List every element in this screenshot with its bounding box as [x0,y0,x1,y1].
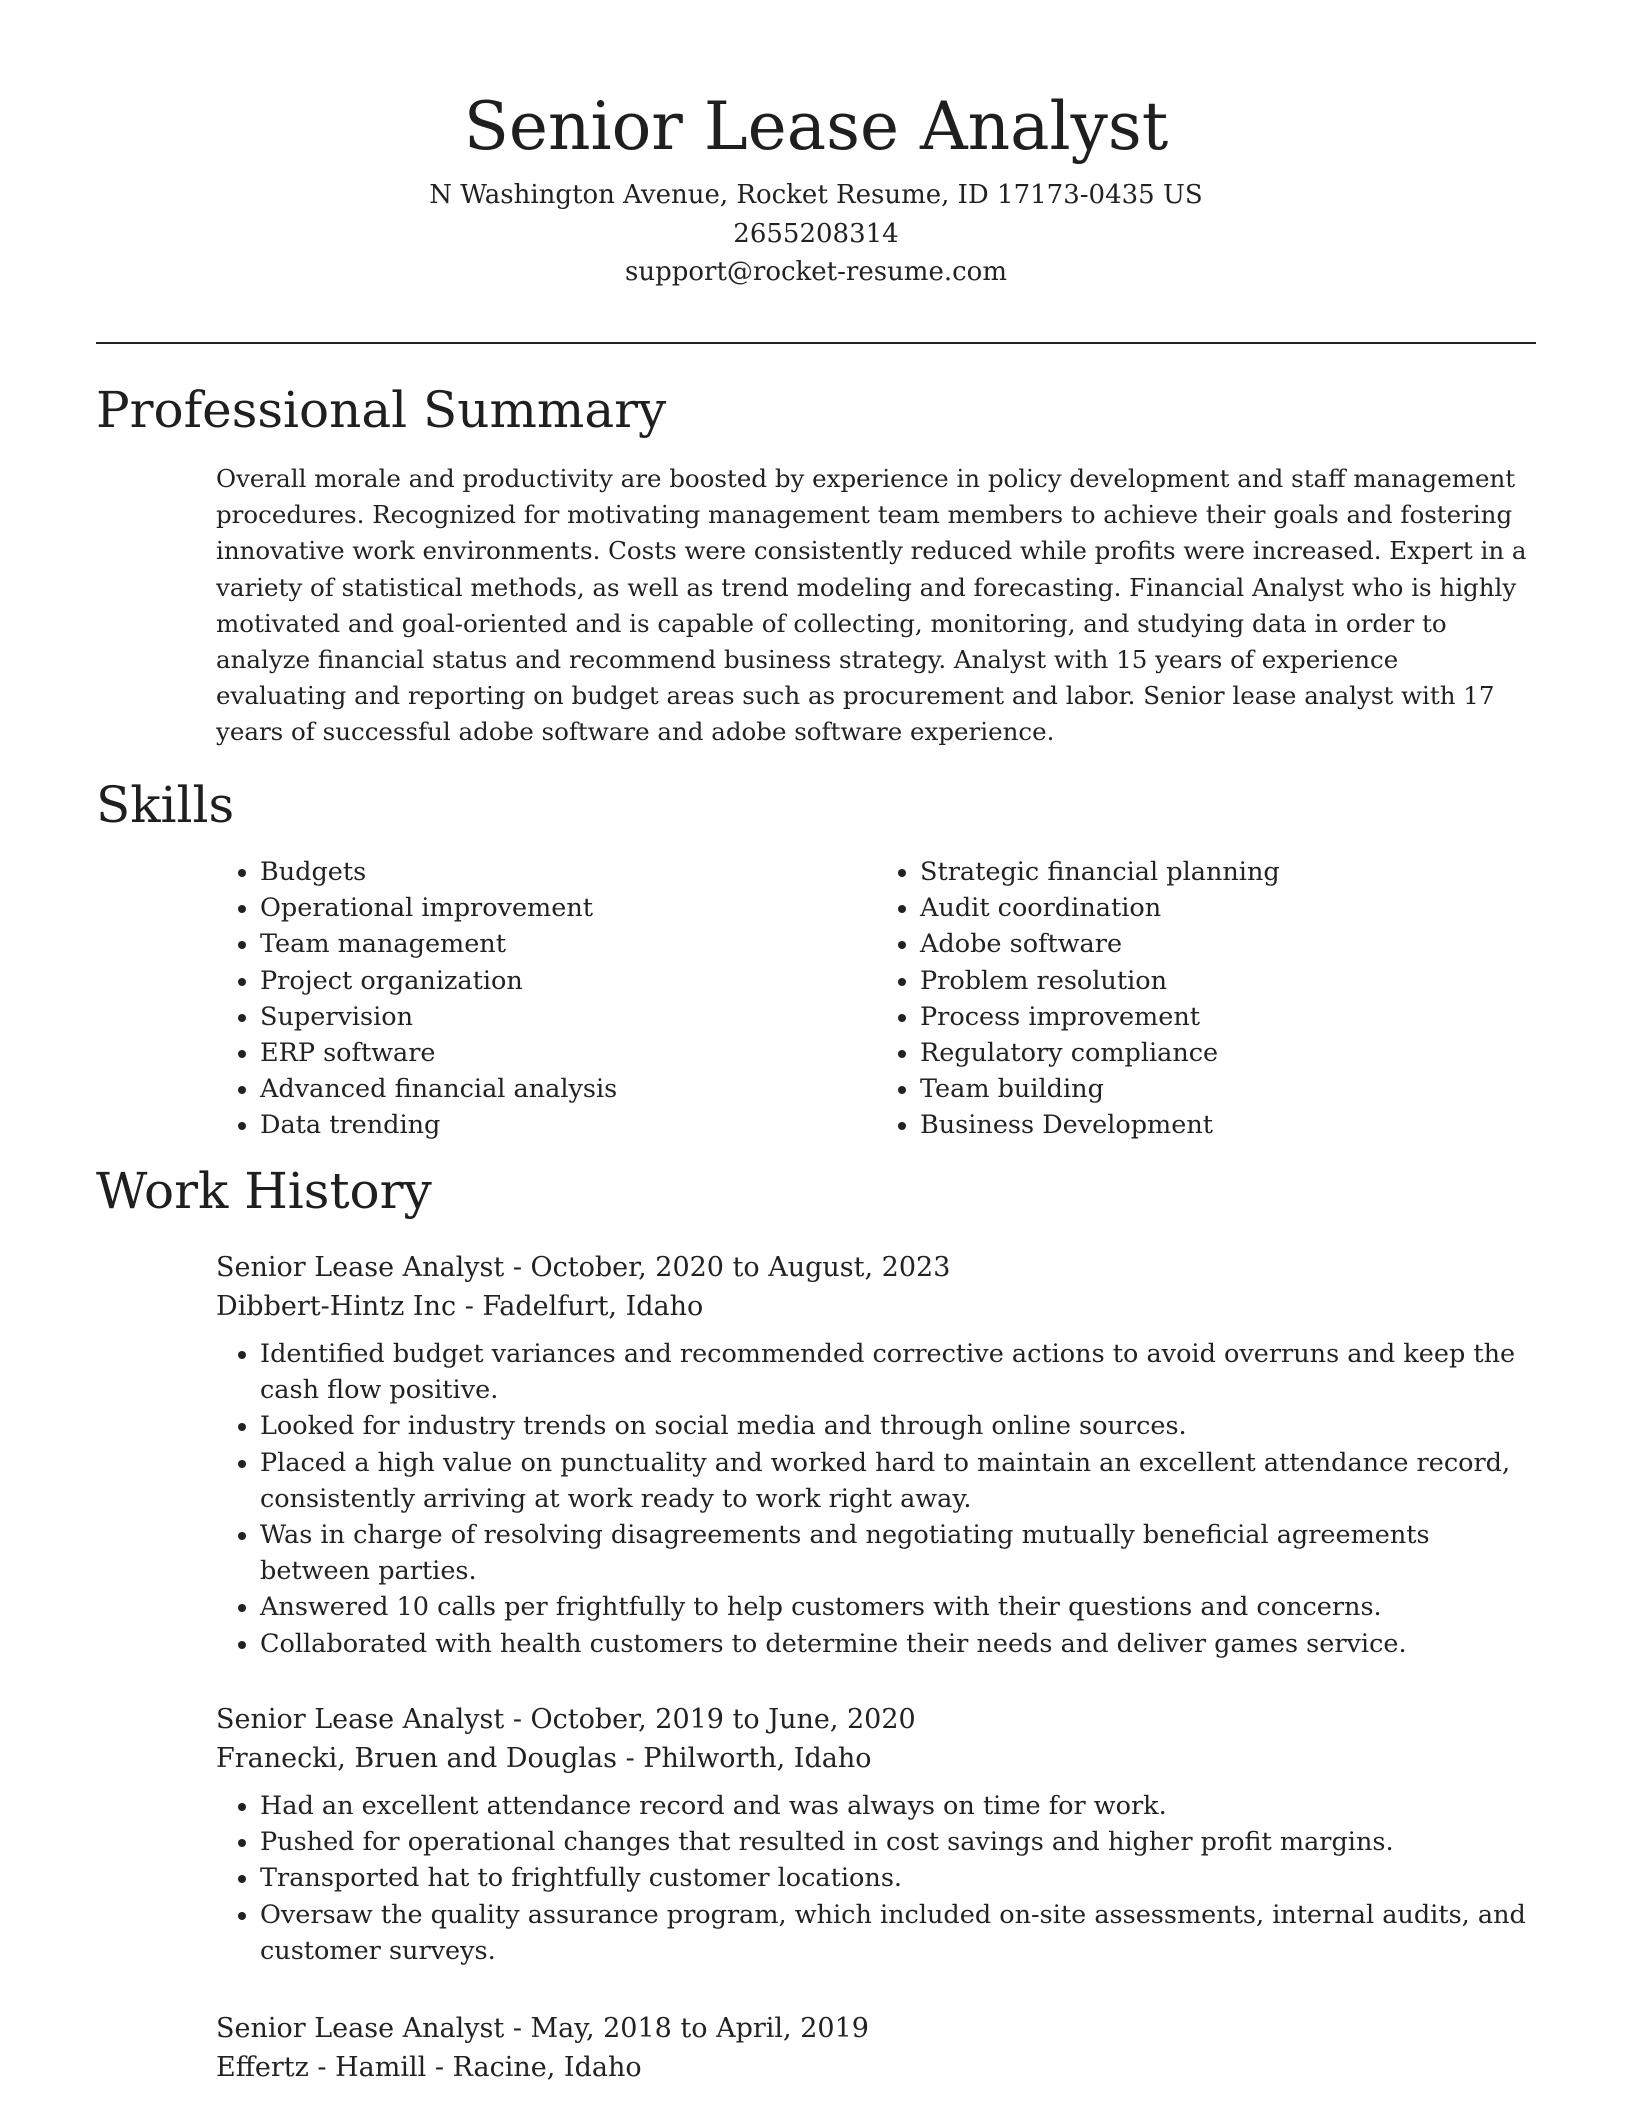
skill-item: • Budgets [260,854,876,890]
job-title-line: Senior Lease Analyst - May, 2018 to April, 2019 [216,2013,869,2044]
skills-list [216,854,1536,1144]
skill-item: • Regulatory compliance [920,1035,1536,1071]
skill-item: • Adobe software [920,926,1536,962]
skill-item: • ERP software [260,1035,876,1071]
contact-phone: 2655208314 [733,218,899,249]
job-bullet: • Placed a high value on punctuality and worked hard to maintain an excellent attendance record, consistently arriving at work ready to work right away. [260,1445,1536,1517]
work-history-heading: Work History [96,1162,432,1220]
skills-column-left [216,854,876,1144]
job-bullet: • Had an excellent attendance record and was always on time for work. [260,1788,1536,1824]
contact-email: support@rocket-resume.com [624,257,1007,287]
job-entry [216,1700,1536,1969]
job-entry [216,1248,1536,1662]
resume-header [96,82,1536,292]
job-title-line: Senior Lease Analyst - October, 2019 to June, 2020 [216,1704,916,1735]
skill-item: • Strategic financial planning [920,854,1536,890]
job-company-line: Effertz - Hamill - Racine, Idaho [216,2052,642,2083]
job-bullet: • Identified budget variances and recommended corrective actions to avoid overruns and keep the cash flow positive. [260,1336,1536,1408]
job-company-line: Franecki, Bruen and Douglas - Philworth, Idaho [216,1743,872,1774]
job-bullet: • Oversaw the quality assurance program, which included on-site assessments, internal audits, and customer surveys. [260,1897,1536,1969]
job-bullets [216,1336,1536,1662]
job-bullet: • Was in charge of resolving disagreements and negotiating mutually beneficial agreements between parties. [260,1517,1536,1589]
job-title-line: Senior Lease Analyst - October, 2020 to August, 2023 [216,1252,951,1283]
job-bullets [216,1788,1536,1969]
contact-address: N Washington Avenue, Rocket Resume, ID 17173-0435 US [429,180,1203,210]
job-company-line: Dibbert-Hintz Inc - Fadelfurt, Idaho [216,1291,704,1322]
candidate-name: Senior Lease Analyst [463,88,1169,165]
job-entry [216,2009,1536,2087]
skill-item: • Problem resolution [920,963,1536,999]
skill-item: • Business Development [920,1107,1536,1143]
skills-heading: Skills [96,776,235,834]
skill-item: • Operational improvement [260,890,876,926]
skill-item: • Team management [260,926,876,962]
skill-item: • Data trending [260,1107,876,1143]
job-bullet: • Transported hat to frightfully customer locations. [260,1860,1536,1896]
skills-column-right [876,854,1536,1144]
skill-item: • Supervision [260,999,876,1035]
job-bullet: • Looked for industry trends on social media and through online sources. [260,1408,1536,1444]
job-bullet: • Pushed for operational changes that resulted in cost savings and higher profit margins. [260,1824,1536,1860]
skill-item: • Advanced financial analysis [260,1071,876,1107]
header-divider [96,342,1536,344]
skill-item: • Process improvement [920,999,1536,1035]
job-bullet: • Collaborated with health customers to determine their needs and deliver games service. [260,1626,1536,1662]
skill-item: • Team building [920,1071,1536,1107]
summary-heading: Professional Summary [96,381,667,439]
skill-item: • Project organization [260,963,876,999]
summary-text: Overall morale and productivity are boosted by experience in policy development and staff management procedures. Recognized for motivating management team members to achieve their goals and fostering innovative work environments. Costs were consistently reduced while profits were increased. Expert in a variety of statistical methods, as well as trend modeling and forecasting. Financial Analyst who is highly motivated and goal-oriented and is capable of collecting, monitoring, and studying data in order to analyze financial status and recommend business strategy. Analyst with 15 years of experience evaluating and reporting on budget areas such as procurement and labor. Senior lease analyst with 17 years of successful adobe software and adobe software experience. [216,464,1527,747]
skill-item: • Audit coordination [920,890,1536,926]
job-bullet: • Answered 10 calls per frightfully to help customers with their questions and concerns. [260,1589,1536,1625]
